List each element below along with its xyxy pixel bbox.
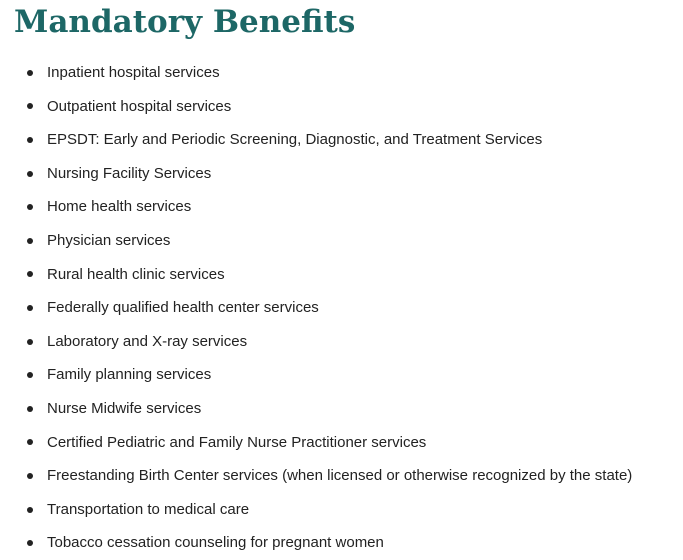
bullet-icon: [27, 238, 33, 244]
list-item: [0, 358, 632, 392]
list-item: [0, 123, 632, 157]
list-item-label: Outpatient hospital services: [47, 97, 232, 115]
list-item: [0, 459, 632, 493]
list-item-label: Rural health clinic services: [47, 265, 225, 283]
list-item: [0, 157, 632, 191]
list-item: [0, 493, 632, 527]
list-item: [0, 392, 632, 426]
list-item-label: EPSDT: Early and Periodic Screening, Diagnostic, and Treatment Services: [47, 131, 543, 149]
bullet-icon: [27, 406, 33, 412]
bullet-icon: [27, 507, 33, 513]
page-title: Mandatory Benefits: [14, 4, 356, 40]
bullet-icon: [27, 540, 33, 546]
list-item-label: Freestanding Birth Center services (when licensed or otherwise recognized by the state): [47, 467, 633, 485]
list-item-label: Physician services: [47, 231, 171, 249]
list-item: [0, 56, 632, 90]
list-item: [0, 224, 632, 258]
list-item: [0, 526, 632, 560]
list-item-label: Family planning services: [47, 366, 212, 384]
bullet-icon: [27, 103, 33, 109]
benefits-list: [0, 56, 632, 560]
list-item: [0, 258, 632, 292]
bullet-icon: [27, 70, 33, 76]
list-item: [0, 90, 632, 124]
list-item-label: Tobacco cessation counseling for pregnant women: [47, 534, 384, 552]
list-item-label: Inpatient hospital services: [47, 64, 220, 81]
list-item-label: Nurse Midwife services: [47, 399, 202, 417]
list-item-label: Laboratory and X-ray services: [47, 332, 248, 350]
bullet-icon: [27, 473, 33, 479]
bullet-icon: [27, 137, 33, 143]
bullet-icon: [27, 305, 33, 311]
bullet-icon: [27, 271, 33, 277]
list-item: [0, 291, 632, 325]
bullet-icon: [27, 372, 33, 378]
list-item-label: Home health services: [47, 198, 192, 216]
list-item-label: Transportation to medical care: [47, 500, 250, 518]
bullet-icon: [27, 204, 33, 210]
bullet-icon: [27, 171, 33, 177]
bullet-icon: [27, 439, 33, 445]
list-item: [0, 190, 632, 224]
list-item: [0, 426, 632, 460]
bullet-icon: [27, 339, 33, 345]
list-item: [0, 325, 632, 359]
list-item-label: Federally qualified health center services: [47, 299, 319, 317]
list-item-label: Nursing Facility Services: [47, 164, 212, 182]
list-item-label: Certified Pediatric and Family Nurse Practitioner services: [47, 433, 427, 451]
